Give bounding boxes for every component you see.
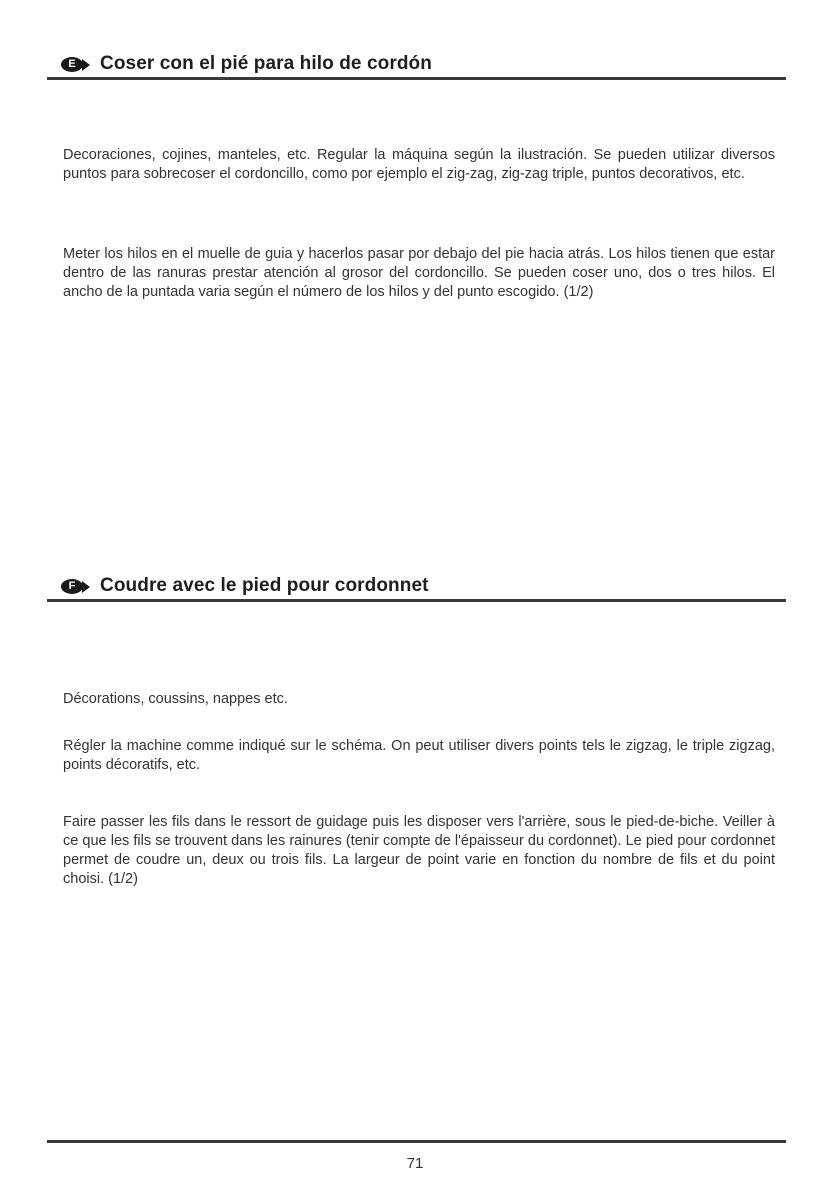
section-title-spanish: Coser con el pié para hilo de cordón [100, 53, 432, 74]
footer-divider [47, 1140, 786, 1143]
arrow-right-icon [82, 581, 90, 593]
section-title-french: Coudre avec le pied pour cordonnet [100, 575, 429, 596]
paragraph-spanish-2: Meter los hilos en el muelle de guia y hacerlos pasar por debajo del pie hacia atrás. Los hilos tienen que estar dentro de las ranuras prestar atención al grosor del cordoncillo. Se pueden coser uno, dos o tres hilos. El ancho de la puntada varia según el número de los hilos y del punto escogido. (1/2) [63, 246, 775, 300]
paragraph-french-2: Régler la machine comme indiqué sur le schéma. On peut utiliser divers points tels le zigzag, le triple zigzag, points décoratifs, etc. [63, 738, 775, 773]
paragraph-french-3: Faire passer les fils dans le ressort de guidage puis les disposer vers l'arrière, sous le pied-de-biche. Veiller à ce que les fils se trouvent dans les rainures (tenir compte de l'épaisseur du cordonnet). Le pied pour cordonnet permet de coudre un, deux ou trois fils. La largeur de point varie en fonction du nombre de fils et du point choisi. (1/2) [63, 814, 775, 887]
language-badge-f-icon [61, 579, 90, 594]
section-header-french [47, 570, 786, 602]
language-code: F [61, 579, 83, 594]
paragraph-spanish-1: Decoraciones, cojines, manteles, etc. Regular la máquina según la ilustración. Se pueden utilizar diversos puntos para sobrecoser el cordoncillo, como por ejemplo el zig-zag, zig-zag triple, puntos decorativos, etc. [63, 147, 775, 182]
language-code: E [61, 57, 83, 72]
language-badge-e-icon [61, 57, 90, 72]
arrow-right-icon [82, 59, 90, 71]
paragraph-french-1: Décorations, coussins, nappes etc. [63, 691, 288, 707]
section-header-spanish [47, 48, 786, 80]
section-spanish [47, 48, 786, 80]
section-french [47, 570, 786, 602]
page-number: 71 [406, 1155, 424, 1172]
